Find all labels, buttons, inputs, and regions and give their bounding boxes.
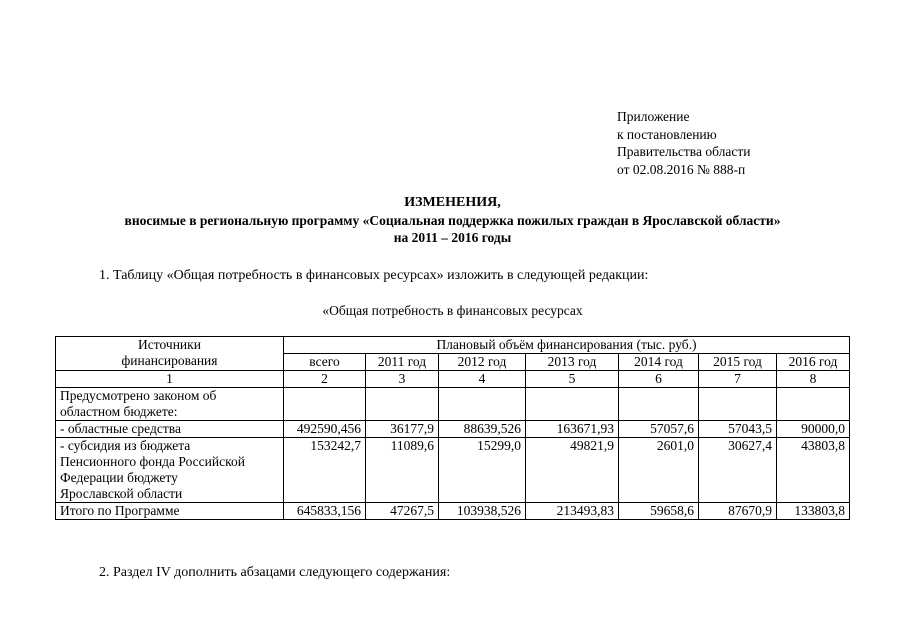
table-cell: 15299,0 bbox=[439, 438, 526, 503]
table-cell: 153242,7 bbox=[284, 438, 366, 503]
header-total: всего bbox=[284, 354, 366, 371]
paragraph-2: 2. Раздел IV дополнить абзацами следующего содержания: bbox=[99, 565, 451, 580]
header-funding: Плановый объём финансирования (тыс. руб.) bbox=[284, 337, 850, 354]
table-cell: 36177,9 bbox=[366, 421, 439, 438]
column-number: 7 bbox=[699, 371, 777, 388]
column-number: 5 bbox=[526, 371, 619, 388]
document-title bbox=[0, 194, 905, 247]
header-source: Источники финансирования bbox=[56, 337, 284, 371]
column-number: 4 bbox=[439, 371, 526, 388]
header-year: 2012 год bbox=[439, 354, 526, 371]
header-year: 2015 год bbox=[699, 354, 777, 371]
table-row-budget-law bbox=[56, 388, 850, 421]
row-label: - субсидия из бюджета Пенсионного фонда Российской Федерации бюджету Ярославской области bbox=[56, 438, 284, 503]
table-cell: 43803,8 bbox=[777, 438, 850, 503]
title-program-line: вносимые в региональную программу «Социальная поддержка пожилых граждан в Ярославской области» bbox=[124, 212, 781, 228]
table-row-total bbox=[56, 503, 850, 520]
row-label: Итого по Программе bbox=[56, 503, 284, 520]
row-label: Предусмотрено законом об областном бюджете: bbox=[56, 388, 284, 421]
header-year: 2014 год bbox=[619, 354, 699, 371]
header-year: 2016 год bbox=[777, 354, 850, 371]
table-cell: 57043,5 bbox=[699, 421, 777, 438]
table-cell: 49821,9 bbox=[526, 438, 619, 503]
table-cell: 90000,0 bbox=[777, 421, 850, 438]
table-cell: 59658,6 bbox=[619, 503, 699, 520]
table-cell: 645833,156 bbox=[284, 503, 366, 520]
header-year: 2013 год bbox=[526, 354, 619, 371]
table-cell: 47267,5 bbox=[366, 503, 439, 520]
appendix-date-number: от 02.08.2016 № 888-п bbox=[617, 161, 746, 177]
table-cell: 87670,9 bbox=[699, 503, 777, 520]
table-cell: 163671,93 bbox=[526, 421, 619, 438]
title-heading: ИЗМЕНЕНИЯ, bbox=[404, 195, 501, 210]
table-cell: 213493,83 bbox=[526, 503, 619, 520]
appendix-line: к постановлению bbox=[617, 126, 717, 142]
appendix-line: Правительства области bbox=[617, 144, 751, 159]
column-number: 8 bbox=[777, 371, 850, 388]
table-cell: 11089,6 bbox=[366, 438, 439, 503]
table-caption: «Общая потребность в финансовых ресурсах bbox=[322, 303, 583, 318]
financing-table bbox=[55, 336, 850, 520]
column-number: 2 bbox=[284, 371, 366, 388]
table-cell: 133803,8 bbox=[777, 503, 850, 520]
column-number: 1 bbox=[56, 371, 284, 388]
table-cell: 492590,456 bbox=[284, 421, 366, 438]
column-number: 6 bbox=[619, 371, 699, 388]
table-cell: 30627,4 bbox=[699, 438, 777, 503]
table-cell: 2601,0 bbox=[619, 438, 699, 503]
appendix-line: Приложение bbox=[617, 109, 690, 124]
table-cell: 88639,526 bbox=[439, 421, 526, 438]
table-cell: 103938,526 bbox=[439, 503, 526, 520]
column-number: 3 bbox=[366, 371, 439, 388]
table-cell: 57057,6 bbox=[619, 421, 699, 438]
table-header-row bbox=[56, 337, 850, 354]
header-year: 2011 год bbox=[366, 354, 439, 371]
table-column-numbers-row bbox=[56, 371, 850, 388]
table-row-regional-funds bbox=[56, 421, 850, 438]
title-years-line: на 2011 – 2016 годы bbox=[393, 230, 512, 245]
table-row-pension-subsidy bbox=[56, 438, 850, 503]
appendix-block bbox=[617, 108, 750, 178]
paragraph-1: 1. Таблицу «Общая потребность в финансовых ресурсах» изложить в следующей редакции: bbox=[99, 268, 649, 283]
row-label: - областные средства bbox=[56, 421, 284, 438]
